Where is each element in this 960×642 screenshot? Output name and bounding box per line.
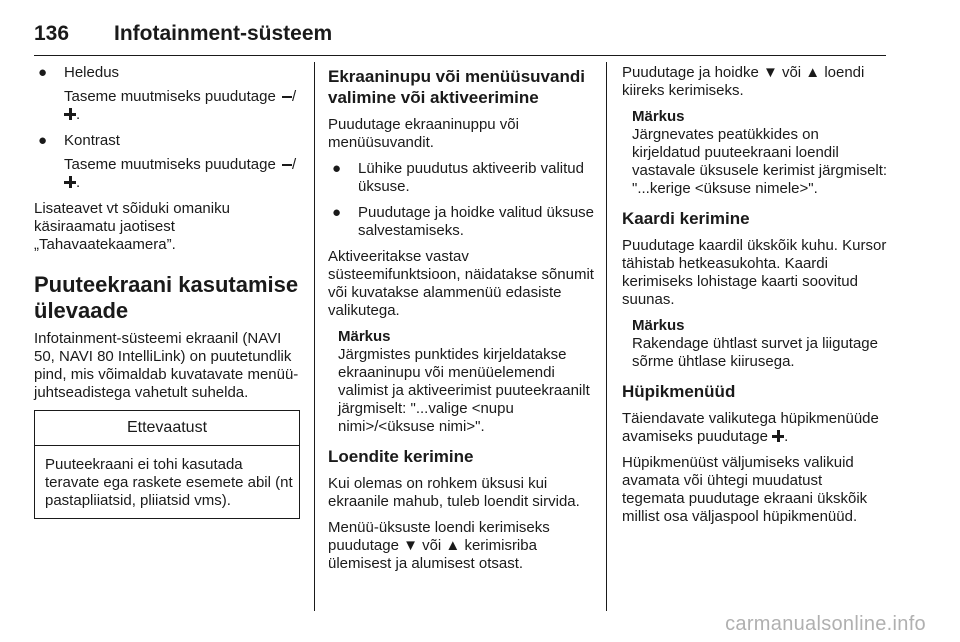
select-intro: Puudutage ekraaninuppu või menüüsuvandit. — [328, 116, 519, 151]
scroll-text-2: Menüü-üksuste loendi kerimiseks puudutage ▼ või ▲ kerimisriba ülemisest ja alumisest otsast. — [328, 519, 550, 572]
header-rule — [34, 55, 886, 56]
bullet-brightness — [34, 64, 300, 124]
info-text: Lisateavet vt sõiduki omaniku käsiraamatu jaotisest „Tahavaatekaamera”. — [34, 200, 230, 253]
popup-text-2: Hüpikmenüüst väljumiseks valikuid avamata või ühtegi muudatust tegemata puudutage ekraani ükskõik millist osa väljaspool hüpikmenüüd. — [622, 454, 868, 525]
running-title: Infotainment-süsteem — [114, 22, 333, 45]
note-text: Rakendage ühtlast survet ja liigutage sõrme ühtlase kiirusega. — [632, 335, 878, 370]
bullet-dot: ● — [38, 132, 48, 149]
caution-text: Puuteekraani ei tohi kasutada teravate ega raskete esemete abil (nt pastapliiatsid, pliiatsid vms). — [45, 456, 293, 509]
select-heading: Ekraaninupu või menüüsuvandi valimine või aktiveerimine — [328, 67, 585, 107]
section-intro: Infotainment-süsteemi ekraanil (NAVI 50, NAVI 80 IntelliLink) on puutetundlik pind, mis võimaldab kuvatavate menüü-juhtseadistega vahetult suhelda. — [34, 330, 299, 401]
note-title: Märkus — [338, 328, 391, 345]
activation-text: Aktiveeritakse vastav süsteemifunktsioon, näidatakse sõnumit või kuvatakse alammenüü edasiste valikutega. — [328, 248, 594, 319]
watermark: carmanualsonline.info — [725, 613, 926, 635]
map-text: Puudutage kaardil ükskõik kuhu. Kursor tähistab hetkeasukohta. Kaardi kerimiseks lohistage kaarti soovitud suunas. — [622, 237, 887, 308]
caution-title: Ettevaatust — [35, 411, 299, 446]
bullet-label: Heledus — [64, 64, 120, 81]
note-text: Järgmistes punktides kirjeldatakse ekraaninupu või menüüelemendi valimist ja aktiveerimist puuteekraanilt järgmiselt: "...valige <nupu nimi>/<üksuse nimi>". — [338, 346, 590, 435]
list-item: ● Puudutage ja hoidke valitud üksuse salvestamiseks. — [332, 204, 595, 239]
bullet-dot: ● — [38, 64, 48, 81]
page-number: 136 — [34, 22, 70, 45]
map-heading: Kaardi kerimine — [622, 209, 750, 228]
bullet-dot: ● — [332, 204, 342, 221]
column-2 — [328, 64, 596, 581]
list-item: ● Lühike puudutus aktiveerib valitud üksuse. — [332, 160, 584, 195]
fast-scroll-text: Puudutage ja hoidke ▼ või ▲ loendi kiireks kerimiseks. — [622, 64, 865, 99]
column-divider-2 — [606, 62, 607, 611]
bullet-text: Taseme muutmiseks puudutage /. — [64, 88, 297, 123]
bullet-label: Kontrast — [64, 132, 120, 149]
bullet-contrast — [34, 132, 300, 192]
bullet-text: Taseme muutmiseks puudutage /. — [64, 156, 297, 191]
popup-heading: Hüpikmenüüd — [622, 382, 736, 401]
note-title: Märkus — [632, 317, 685, 334]
plus-icon — [64, 108, 76, 120]
note — [328, 328, 596, 436]
note — [622, 108, 888, 198]
scroll-heading: Loendite kerimine — [328, 447, 474, 466]
scroll-text-1: Kui olemas on rohkem üksusi kui ekraanile mahub, tuleb loendit sirvida. — [328, 475, 580, 510]
plus-icon — [772, 430, 784, 442]
icon-separator: / — [291, 156, 297, 173]
bullet-dot: ● — [332, 160, 342, 177]
note-title: Märkus — [632, 108, 685, 125]
plus-icon — [64, 176, 76, 188]
minus-icon — [282, 164, 292, 167]
column-1 — [34, 64, 300, 519]
column-divider-1 — [314, 62, 315, 611]
section-title: Puuteekraani kasutamise ülevaade — [34, 272, 299, 323]
page-header — [34, 22, 886, 56]
minus-icon — [282, 96, 292, 99]
column-3 — [622, 64, 888, 534]
note-text: Järgnevates peatükkides on kirjeldatud puuteekraani loendil vastavale üksusele kerimist järgmiselt: "...kerige <üksuse nimele>". — [632, 126, 888, 197]
icon-separator: / — [291, 88, 297, 105]
caution-box — [34, 410, 300, 519]
popup-text-1: Täiendavate valikutega hüpikmenüüde avamiseks puudutage . — [622, 410, 879, 445]
note — [622, 317, 888, 371]
